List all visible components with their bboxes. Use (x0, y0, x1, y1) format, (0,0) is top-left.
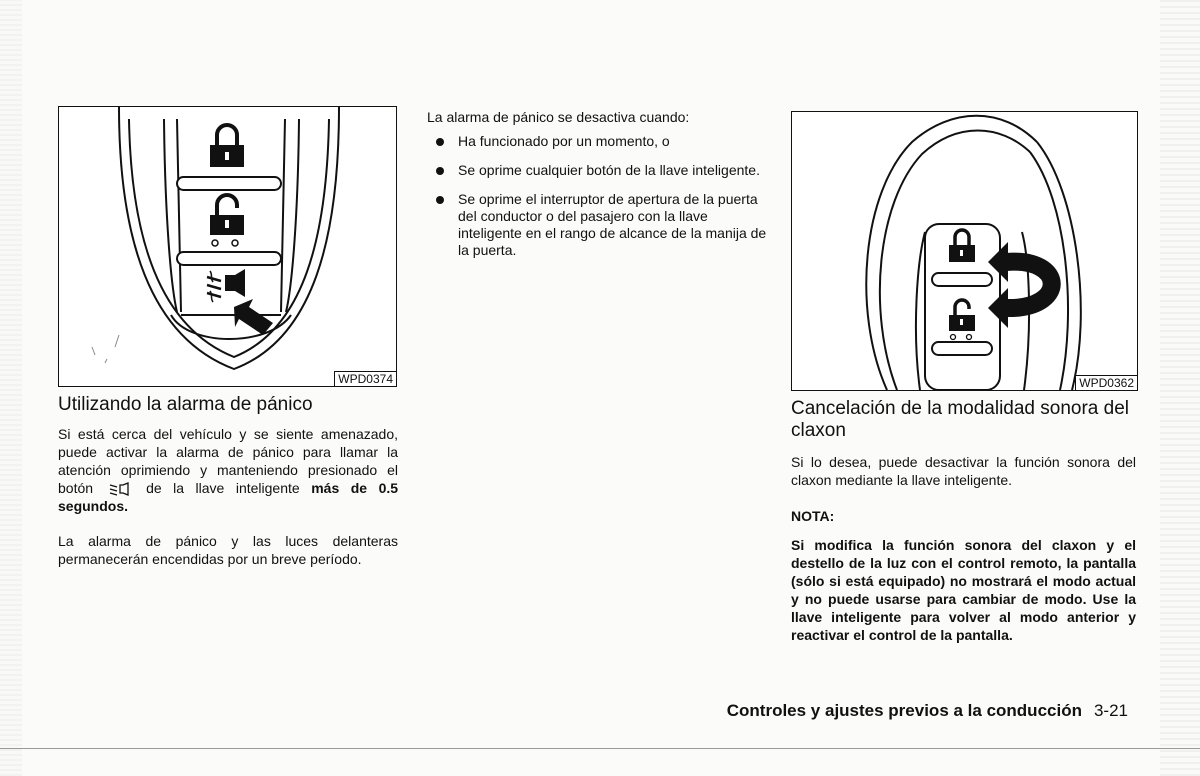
panic-horn-icon (207, 269, 245, 302)
rotate-arrow-icon (988, 242, 1052, 328)
list-item: Se oprime el interruptor de apertura de la puerta del conductor o del pasajero con la llave inteligente en el rango de alcance de la manija de la puerta. (432, 191, 768, 259)
paragraph-panic-lights: La alarma de pánico y las luces delanteras permanecerán encendidas por un breve período. (58, 533, 398, 567)
button-divider-1 (177, 177, 281, 190)
panic-horn-icon (109, 482, 131, 496)
paragraph-text: Si está cerca del vehículo y se siente amenazado, puede activar la alarma de pánico para llamar la atención oprimiendo y manteniendo presionado el botón (58, 426, 398, 496)
figure-code: WPD0362 (1075, 375, 1137, 390)
footer-section-title: Controles y ajustes previos a la conducción (726, 701, 1082, 720)
button-divider-1 (932, 273, 992, 286)
page-footer (727, 701, 1128, 721)
lock-icon (210, 125, 244, 167)
paragraph-horn-cancel: Si lo desea, puede desactivar la función sonora del claxon mediante la llave inteligente. (791, 454, 1136, 488)
paragraph-panic-activation (58, 425, 398, 515)
deactivation-intro: La alarma de pánico se desactiva cuando: (427, 109, 690, 125)
paragraph-bold-duration: más de 0.5 segundos. (58, 480, 399, 514)
figure-panic-alarm (58, 106, 397, 387)
scan-edge-right (1160, 0, 1200, 776)
lock-icon (949, 230, 975, 262)
key-fob-illustration (792, 112, 1137, 390)
section-heading-horn-cancel: Cancelación de la modalidad sonora del claxon (791, 398, 1130, 441)
scan-marks (92, 335, 119, 363)
note-label: NOTA: (791, 508, 835, 524)
unlock-icon (949, 300, 975, 340)
figure-code: WPD0374 (334, 371, 396, 386)
page-bottom-rule (0, 748, 1200, 749)
note-text: Si modifica la función sonora del claxon y el destello de la luz con el control remoto, la pantalla (sólo si está equipado) no mostrará el modo actual y no puede usarse para cambiar de modo. Use la llave inteligente para volver al modo anterior y reactivar el control de la pantalla. (791, 537, 1136, 643)
page-number: 3-21 (1093, 701, 1128, 720)
paragraph-text: de la llave inteligente (146, 480, 300, 496)
press-arrow-icon (234, 299, 273, 335)
list-item: Se oprime cualquier botón de la llave inteligente. (432, 162, 768, 179)
button-divider-2 (177, 252, 281, 265)
button-divider-2 (932, 342, 992, 355)
unlock-icon (210, 195, 244, 246)
scan-edge-left (0, 0, 22, 776)
list-item: Ha funcionado por un momento, o (432, 133, 768, 150)
deactivation-list (432, 133, 768, 271)
figure-horn-cancel (791, 111, 1138, 391)
key-fob-illustration (59, 107, 396, 386)
section-heading-panic-alarm: Utilizando la alarma de pánico (58, 394, 313, 415)
